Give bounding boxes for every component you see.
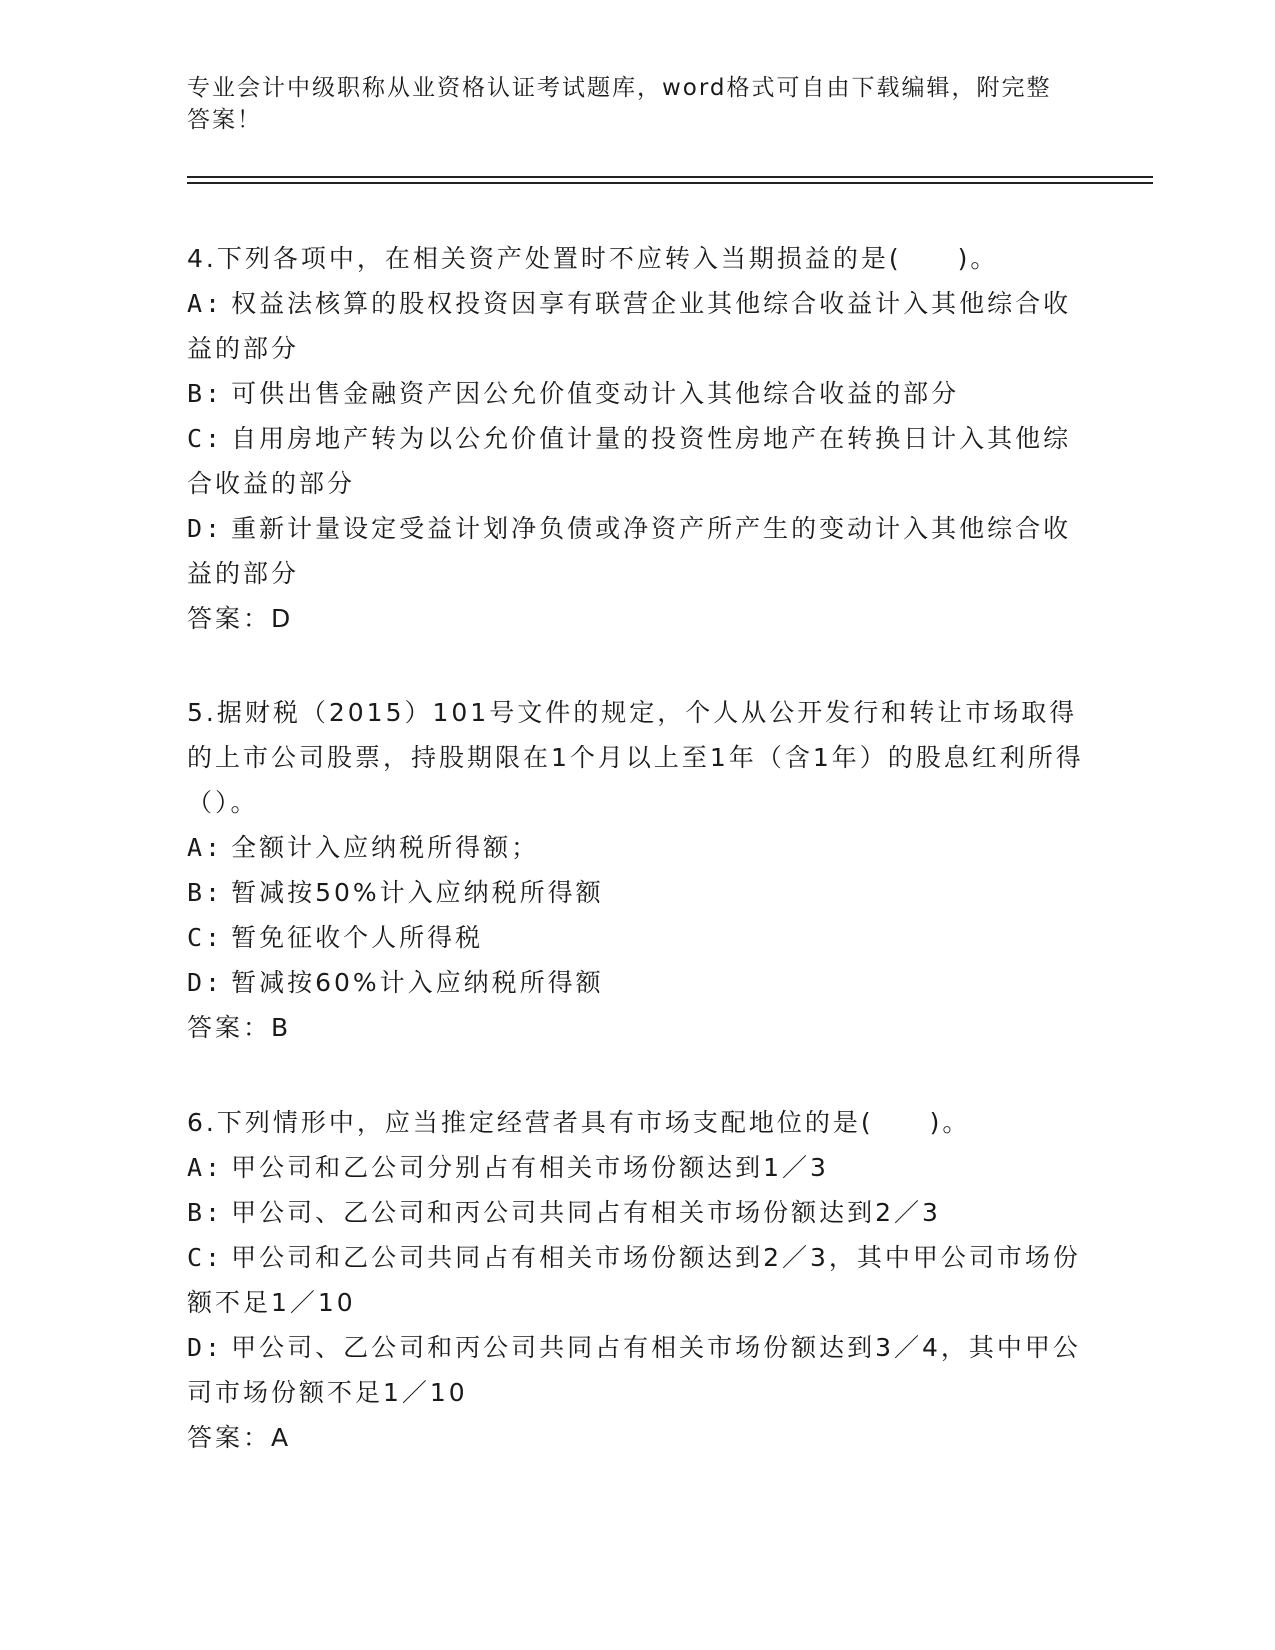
option-text: 甲公司和乙公司分别占有相关市场份额达到1／3 [231, 1153, 829, 1182]
option-a [187, 281, 1087, 371]
option-text: 甲公司、乙公司和丙公司共同占有相关市场份额达到3／4，其中甲公司市场份额不足1／10 [187, 1333, 1081, 1407]
question-stem: 6.下列情形中，应当推定经营者具有市场支配地位的是( )。 [187, 1108, 971, 1137]
option-text: 暂减按60%计入应纳税所得额 [231, 968, 604, 997]
document-header: 专业会计中级职称从业资格认证考试题库，word格式可自由下载编辑，附完整答案！ [187, 75, 1052, 133]
option-text: 甲公司、乙公司和丙公司共同占有相关市场份额达到2／3 [231, 1198, 941, 1227]
option-a [187, 825, 1087, 870]
option-text: 自用房地产转为以公允价值计量的投资性房地产在转换日计入其他综合收益的部分 [187, 424, 1072, 498]
option-text: 权益法核算的股权投资因享有联营企业其他综合收益计入其他综合收益的部分 [187, 289, 1072, 363]
option-text: 暂免征收个人所得税 [231, 923, 484, 952]
option-b [187, 870, 1087, 915]
option-a [187, 1145, 1087, 1190]
option-letter: C: [187, 1243, 224, 1272]
question-6 [187, 1100, 1087, 1460]
option-d [187, 1325, 1087, 1415]
option-c [187, 915, 1087, 960]
option-letter: C: [187, 424, 224, 453]
option-letter: B: [187, 379, 224, 408]
option-letter: D: [187, 514, 224, 543]
header-divider-top [187, 176, 1153, 178]
option-letter: C: [187, 923, 224, 952]
option-letter: D: [187, 1333, 224, 1362]
question-5 [187, 690, 1087, 1050]
option-c [187, 1235, 1087, 1325]
option-d [187, 960, 1087, 1005]
question-stem: 4.下列各项中，在相关资产处置时不应转入当期损益的是( )。 [187, 244, 999, 273]
option-d [187, 506, 1087, 596]
option-letter: D: [187, 968, 224, 997]
option-letter: A: [187, 833, 224, 862]
option-text: 暂减按50%计入应纳税所得额 [231, 878, 604, 907]
option-letter: A: [187, 289, 224, 318]
answer-line: 答案：B [187, 1013, 292, 1042]
option-b [187, 371, 1087, 416]
option-letter: B: [187, 1198, 224, 1227]
question-4 [187, 236, 1087, 641]
question-stem: 5.据财税（2015）101号文件的规定，个人从公开发行和转让市场取得的上市公司股票，持股期限在1个月以上至1年（含1年）的股息红利所得（）。 [187, 698, 1084, 817]
option-b [187, 1190, 1087, 1235]
option-text: 甲公司和乙公司共同占有相关市场份额达到2／3，其中甲公司市场份额不足1／10 [187, 1243, 1081, 1317]
option-c [187, 416, 1087, 506]
option-text: 全额计入应纳税所得额； [231, 833, 540, 862]
option-letter: A: [187, 1153, 224, 1182]
answer-line: 答案：A [187, 1423, 292, 1452]
answer-line: 答案：D [187, 604, 294, 633]
header-divider-bottom [187, 182, 1153, 184]
option-letter: B: [187, 878, 224, 907]
option-text: 可供出售金融资产因公允价值变动计入其他综合收益的部分 [231, 379, 960, 408]
option-text: 重新计量设定受益计划净负债或净资产所产生的变动计入其他综合收益的部分 [187, 514, 1072, 588]
